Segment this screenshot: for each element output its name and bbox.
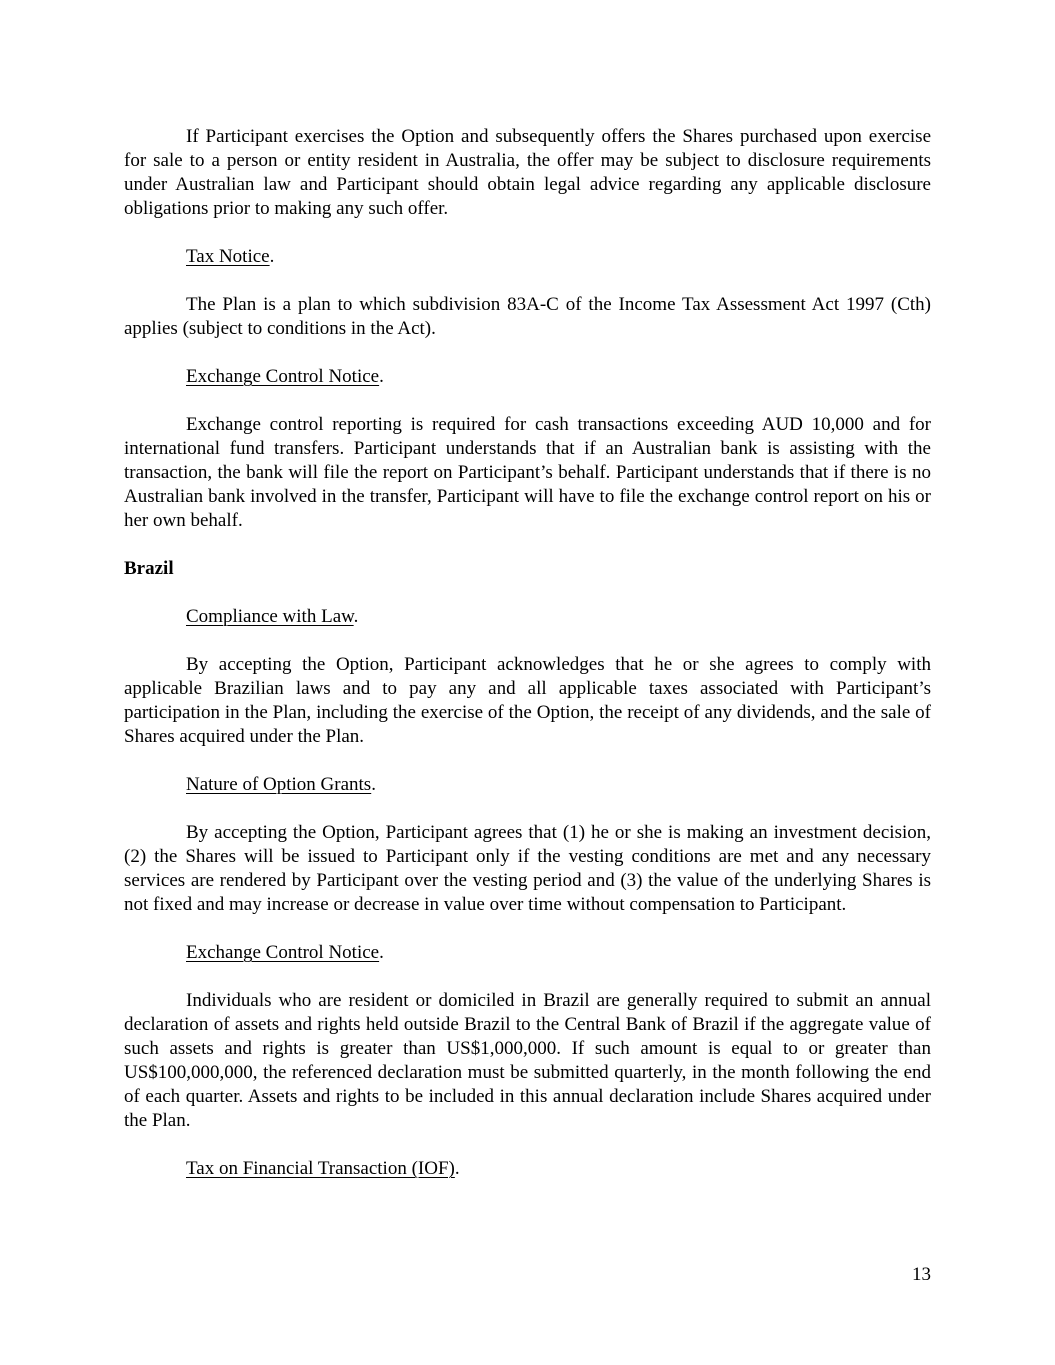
compliance-heading-text: Compliance with Law (186, 606, 354, 627)
heading-period: . (379, 942, 384, 963)
au-exchange-control-heading-text: Exchange Control Notice (186, 366, 380, 387)
nature-of-grants-paragraph: By accepting the Option, Participant agrees that (1) he or she is making an investment decision, (2) the Shares will be issued to Participant only if the vesting conditions are met and any necessary services are rendered by Participant over the vesting period and (3) the value of the underlying Shares is not fixed and may increase or decrease in value over time without compensation to Participant. (124, 822, 931, 915)
br-exchange-control-paragraph: Individuals who are resident or domiciled in Brazil are generally required to submit an annual declaration of assets and rights held outside Brazil to the Central Bank of Brazil if the aggregate value of such assets and rights is greater than US$1,000,000. If such amount is equal to or greater than US$100,000,000, the referenced declaration must be submitted quarterly, in the month following the end of each quarter. Assets and rights to be included in this annual declaration include Shares acquired under the Plan. (124, 990, 931, 1131)
page-body (124, 125, 931, 1205)
compliance-paragraph: By accepting the Option, Participant acknowledges that he or she agrees to comply with applicable Brazilian laws and to pay any and all applicable taxes associated with Participant’s participation in the Plan, including the exercise of the Option, the receipt of any dividends, and the sale of Shares acquired under the Plan. (124, 654, 931, 747)
heading-period: . (269, 246, 275, 267)
heading-period: . (454, 1158, 460, 1179)
au-exchange-control-heading (186, 365, 931, 389)
compliance-heading (186, 605, 931, 629)
nature-of-grants-heading-text: Nature of Option Grants (186, 774, 372, 795)
tax-notice-paragraph: The Plan is a plan to which subdivision 83A-C of the Income Tax Assessment Act 1997 (Cth) applies (subject to conditions in the Act). (124, 294, 931, 339)
nature-of-grants-heading (186, 773, 931, 797)
tax-notice-heading (186, 245, 931, 269)
heading-period: . (379, 366, 384, 387)
offer-disclosure-paragraph: If Participant exercises the Option and subsequently offers the Shares purchased upon exercise for sale to a person or entity resident in Australia, the offer may be subject to disclosure requirements under Australian law and Participant should obtain legal advice regarding any applicable disclosure obligations prior to making any such offer. (124, 126, 931, 219)
heading-period: . (353, 606, 359, 627)
iof-heading-text: Tax on Financial Transaction (IOF) (186, 1158, 455, 1179)
brazil-section-heading: Brazil (124, 558, 174, 579)
au-exchange-control-paragraph: Exchange control reporting is required for cash transactions exceeding AUD 10,000 and for international fund transfers. Participant understands that if an Australian bank is assisting with the transaction, the bank will file the report on Participant’s behalf. Participant understands that if there is no Australian bank involved in the transfer, Participant will have to file the exchange control report on his or her own behalf. (124, 414, 931, 531)
br-exchange-control-heading-text: Exchange Control Notice (186, 942, 380, 963)
heading-period: . (371, 774, 376, 795)
tax-notice-heading-text: Tax Notice (186, 246, 270, 267)
page-number: 13 (912, 1264, 931, 1285)
br-exchange-control-heading (186, 941, 931, 965)
iof-heading (186, 1157, 931, 1181)
